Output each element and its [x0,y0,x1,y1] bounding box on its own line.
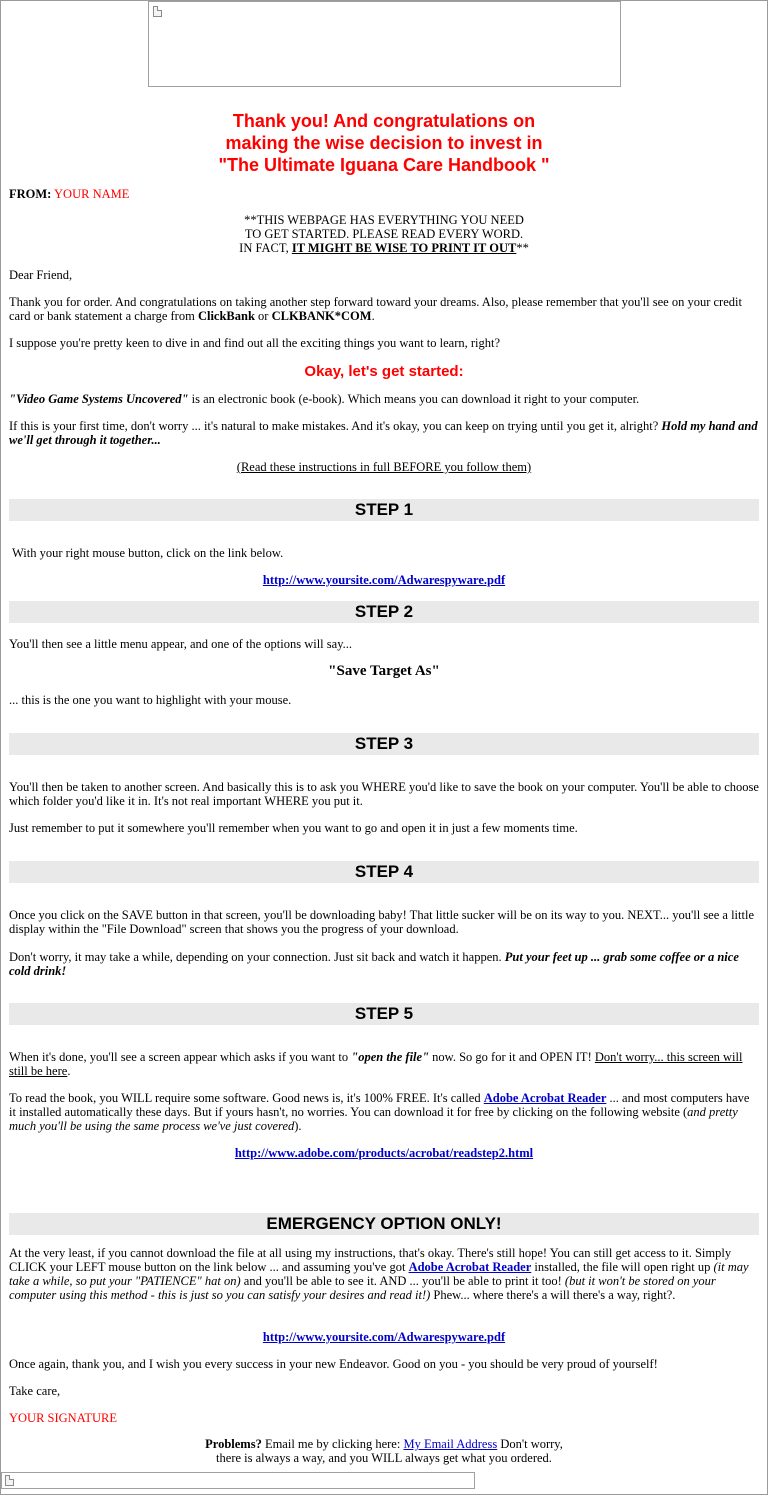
emergency-download-link[interactable]: http://www.yoursite.com/Adwarespyware.pdf [262,1330,506,1344]
headline-line-3: "The Ultimate Iguana Care Handbook " [218,155,550,175]
step-5-text-b: now. So go for it and OPEN IT! [432,1050,592,1064]
headline-line-2: making the wise decision to invest in [225,133,543,153]
from-line [9,187,759,201]
broken-image-icon [5,1475,14,1486]
intro-text: Thank you for order. And congratulations on taking another step forward toward your dreams. Also, please remember that you'll see on your credit card or bank statement a charge from [9,295,742,323]
open-the-file-emphasis: "open the file" [351,1050,430,1064]
header-image-placeholder [148,1,621,87]
step-1-heading: STEP 1 [9,499,759,521]
step-4-text-2: Don't worry, it may take a while, depending on your connection. Just sit back and watch it happen. [9,950,502,964]
clkbank-name: CLKBANK*COM [271,309,372,323]
email-link[interactable]: My Email Address [403,1437,498,1451]
step-3-heading: STEP 3 [9,733,759,755]
intro-end: . [371,309,375,323]
problems-line-1 [9,1437,759,1451]
emergency-text-d: Phew... where there's a will there's a way, right?. [433,1288,676,1302]
headline-line-1: Thank you! And congratulations on [232,111,536,131]
footer-image-placeholder [1,1472,475,1489]
first-time-emphasis: Hold my hand and we'll get through it together... [9,419,758,447]
step-4-paragraph-2 [9,950,759,978]
first-time-paragraph [9,419,759,447]
step-5-p2-c: ). [294,1119,302,1133]
step-5-p2-b: ... and most computers have it installed automatically these days. But if yours hasn't, no worries. You can download it for free by clicking on the following website ( [9,1091,750,1119]
adobe-download-link[interactable]: http://www.adobe.com/products/acrobat/readstep2.html [234,1146,534,1160]
notice-line-1: **THIS WEBPAGE HAS EVERYTHING YOU NEED [244,213,524,227]
emergency-heading: EMERGENCY OPTION ONLY! [9,1213,759,1235]
notice-line-2: TO GET STARTED. PLEASE READ EVERY WORD. [244,227,524,241]
ebook-paragraph [9,392,759,406]
step-2-text: You'll then see a little menu appear, and one of the options will say... [9,637,353,651]
step-4-heading: STEP 4 [9,861,759,883]
closing-thanks: Once again, thank you, and I wish you every success in your new Endeavor. Good on you - you should be very proud of yourself! [9,1357,658,1371]
notice-line-3 [9,241,759,255]
intro-paragraph [9,295,759,323]
step-2-after-text: ... this is the one you want to highlight with your mouse. [9,693,292,707]
step-5-p2-a: To read the book, you WILL require some software. Good news is, it's 100% FREE. It's called [9,1091,481,1105]
broken-image-icon [153,6,162,17]
take-care: Take care, [9,1384,61,1398]
problems-after: Don't worry, [500,1437,563,1451]
problems-section [9,1437,759,1465]
emergency-text-a: At the very least, if you cannot download the file at all using my instructions, that's okay. There's still hope! You can still get access to it. Simply CLICK your LEFT mouse button on the link below ... and assuming you've got [9,1246,732,1274]
notice-emphasis: IT MIGHT BE WISE TO PRINT IT OUT [291,241,517,255]
problems-line-2: there is always a way, and you WILL always get what you ordered. [216,1451,552,1465]
print-notice [9,213,759,255]
ebook-text: is an electronic book (e-book). Which means you can download it right to your computer. [191,392,640,406]
problems-label: Problems? [205,1437,262,1451]
save-target-as-option: "Save Target As" [328,663,440,679]
emergency-link-row [9,1330,759,1344]
step-1-link-row [9,573,759,587]
step-5-p2-emphasis: and pretty much you'll be using the same process we've just covered [9,1105,738,1133]
step-1-text: With your right mouse button, click on the link below. [12,546,284,560]
thank-you-headline [9,110,759,176]
step-5-heading: STEP 5 [9,1003,759,1025]
clickbank-name: ClickBank [197,309,255,323]
step-5-paragraph-1 [9,1050,759,1078]
instructions-note: (Read these instructions in full BEFORE you follow them) [236,460,532,474]
step-3-text: You'll then be taken to another screen. And basically this is to ask you WHERE you'd like to save the book on your computer. You'll be able to choose which folder you'd like it in. It's not real important WHERE you put it. [9,780,759,808]
step-4-emphasis: Put your feet up ... grab some coffee or a nice cold drink! [9,950,739,978]
emergency-storage-note: (but it won't be stored on your computer using this method - this is just so you can satisfy your desires and read it!) [9,1274,716,1302]
adobe-reader-link[interactable]: Adobe Acrobat Reader [483,1091,607,1105]
problems-text: Email me by clicking here: [264,1437,401,1451]
step-5-text-c: . [67,1064,71,1078]
notice-prefix: IN FACT, [239,241,289,255]
keen-paragraph: I suppose you're pretty keen to dive in and find out all the exciting things you want to learn, right? [9,336,501,350]
from-label: FROM: [9,187,52,201]
step-4-text: Once you click on the SAVE button in that screen, you'll be downloading baby! That little sucker will be on its way to you. NEXT... you'll see a little display within the "File Download" screen that shows you the progress of your download. [9,908,754,936]
greeting: Dear Friend, [9,268,73,282]
emergency-paragraph [9,1246,759,1302]
emergency-text-b: installed, the file will open right up [534,1260,711,1274]
step-5-text-a: When it's done, you'll see a screen appear which asks if you want to [9,1050,349,1064]
ebook-title: "Video Game Systems Uncovered" [9,392,189,406]
step-5-paragraph-2 [9,1091,759,1133]
step-5-underlined-note: Don't worry... this screen will still be here [9,1050,743,1078]
emergency-text-c: and you'll be able to see it. AND ... you'll be able to print it too! [243,1274,562,1288]
step-3-text-2: Just remember to put it somewhere you'll remember when you want to go and open it in just a few moments time. [9,821,578,835]
signature: YOUR SIGNATURE [9,1411,117,1425]
step-2-heading: STEP 2 [9,601,759,623]
emergency-adobe-reader-link[interactable]: Adobe Acrobat Reader [408,1260,532,1274]
notice-suffix: ** [516,241,529,255]
emergency-patience-note: (it may take a while, so put your "PATIENCE" hat on) [9,1260,749,1288]
intro-or: or [258,309,269,323]
step-1-download-link[interactable]: http://www.yoursite.com/Adwarespyware.pdf [262,573,506,587]
lets-get-started-heading: Okay, let's get started: [304,363,464,380]
from-name: YOUR NAME [54,187,130,201]
adobe-link-row [9,1146,759,1160]
first-time-text: If this is your first time, don't worry ... it's natural to make mistakes. And it's okay, you can keep on trying until you get it, alright? [9,419,659,433]
